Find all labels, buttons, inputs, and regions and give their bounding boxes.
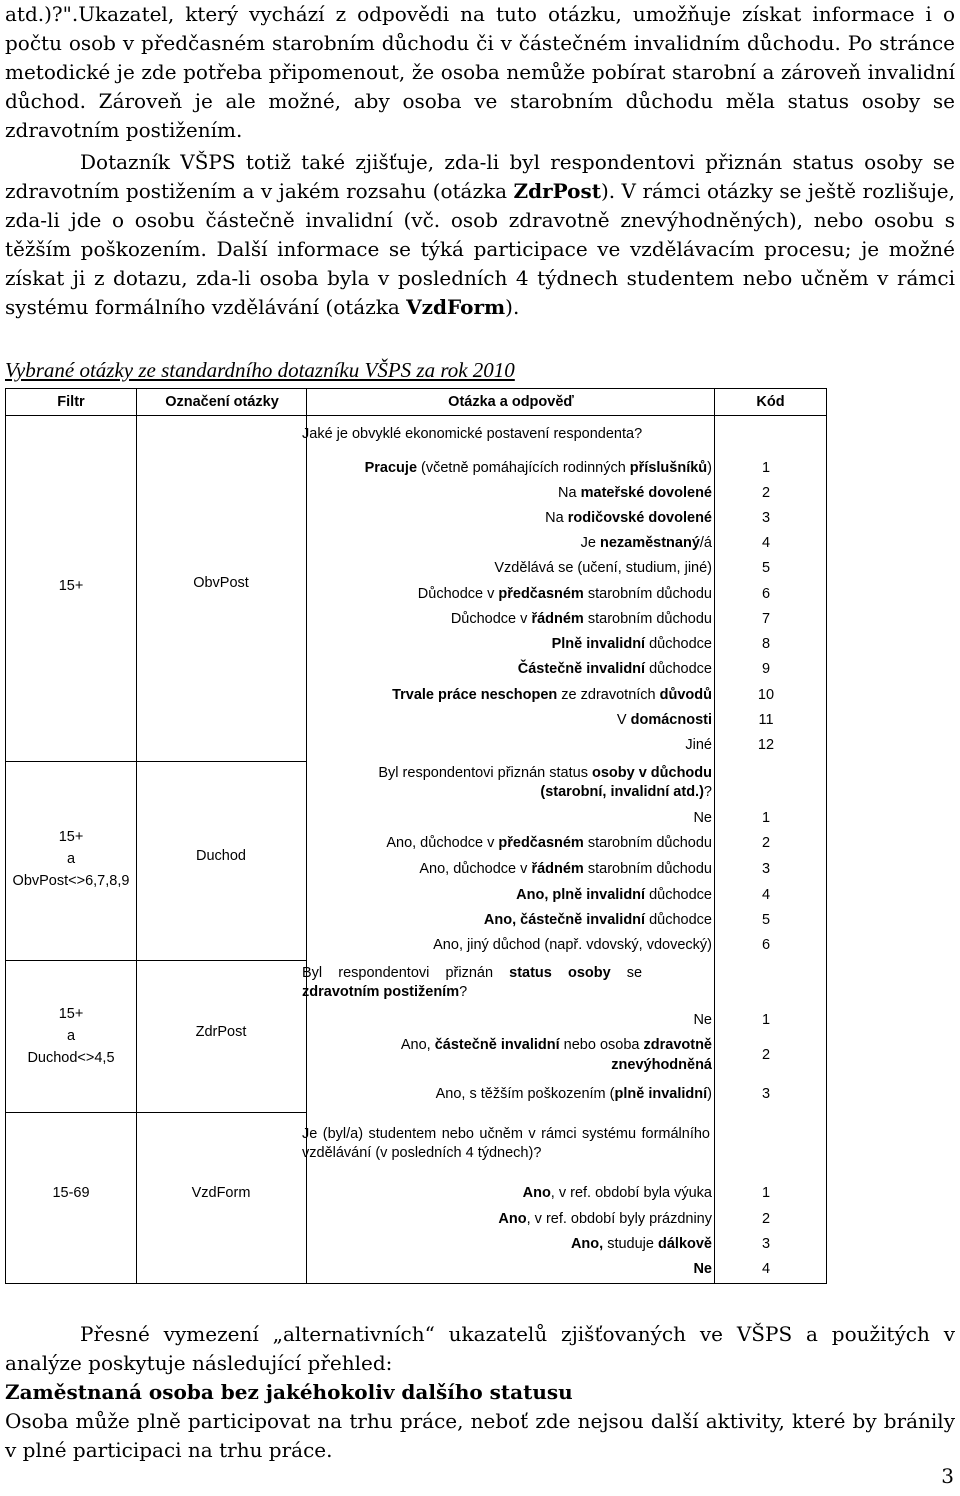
header-question-answer: Otázka a odpověď — [448, 394, 574, 410]
header-question-code: Označení otázky — [165, 394, 279, 410]
intro-text-2b: ). V rámci otázky se ještě rozlišuje, zda-li jde o osobu částečně invalidní (vč. osob zdravotně znevýhodněných), nebo osobu s těžším poškozením. Další informace se týká participace ve vzdělávacím procesu; je možné získat ji z dotazu, zda-li osoba byla v posledních 4 týdnech studentem nebo učněm v rámci systému formálního vzdělávání (otázka — [5, 179, 955, 319]
column-divider — [136, 389, 137, 1283]
intro-text-2a: Dotazník VŠPS totiž také zjišťuje, zda-li byl respondentovi přiznán status osoby se zdravotním postižením a v jakém rozsahu (otázka — [5, 150, 955, 203]
answer-code: 4 — [761, 887, 771, 903]
filter-cell — [6, 575, 136, 597]
filter-text: a — [66, 1028, 76, 1044]
answer-item: Na rodičovské dovolené — [545, 510, 712, 526]
answer-item: Ano, v ref. období byla výuka — [522, 1185, 712, 1201]
answer-item: Na mateřské dovolené — [558, 485, 712, 501]
question-text: Jaké je obvyklé ekonomické postavení respondenta? — [302, 426, 643, 442]
filter-cell — [6, 1182, 136, 1204]
answer-code: 12 — [757, 737, 775, 753]
answer-item: Ne — [693, 1012, 712, 1028]
intro-text-1: atd.)?".Ukazatel, který vychází z odpovědi na tuto otázku, umožňuje získat informace i o počtu osob v předčasném starobním důchodu či v částečném invalidním důchodu. Po stránce metodické je zde potřeba připomenout, že osoba nemůže pobírat starobní a zároveň invalidní důchod. Zároveň je ale možné, aby osoba ve starobním důchodu měla status osoby se zdravotním postižením. — [5, 2, 955, 142]
answer-item: Důchodce v řádném starobním důchodu — [450, 611, 712, 627]
answer-item: Částečně invalidní důchodce — [517, 661, 712, 677]
answer-code: 11 — [758, 712, 774, 728]
answer-code: 6 — [761, 586, 771, 602]
filter-text: Duchod<>4,5 — [27, 1050, 115, 1066]
filter-text: a — [66, 851, 76, 867]
question-text: Byl respondentovi přiznán status osoby v důchodu (starobní, invalidní atd.)? — [378, 765, 712, 800]
questions-table — [5, 388, 827, 1284]
answer-item: Jiné — [685, 737, 712, 753]
outro-paragraph-1 — [5, 1320, 955, 1378]
filter-text: 15+ — [58, 578, 84, 594]
answer-item: Trvale práce neschopen ze zdravotních důvodů — [392, 687, 712, 703]
outro-paragraph-2: Osoba může plně participovat na trhu práce, neboť zde nejsou další aktivity, které by bránily v plné participaci na trhu práce. — [5, 1409, 955, 1462]
question-text: Je (byl/a) studentem nebo učněm v rámci systému formálního vzdělávání (v posledních 4 týdnech)? — [302, 1126, 710, 1161]
answer-item: Ano, studuje dálkově — [570, 1236, 712, 1252]
section-divider — [6, 960, 306, 961]
answer-item: Plně invalidní důchodce — [551, 636, 712, 652]
answer-code: 4 — [761, 1261, 771, 1277]
answer-code: 5 — [761, 912, 771, 928]
answer-item: Ano, důchodce v řádném starobním důchodu — [419, 861, 712, 877]
filter-cell — [6, 826, 136, 892]
outro-text-1: Přesné vymezení „alternativních“ ukazatelů zjišťovaných ve VŠPS a použitých v analýze poskytuje následující přehled: — [5, 1322, 955, 1375]
answer-item: Ano, s těžším poškozením (plně invalidní) — [435, 1086, 712, 1102]
answer-item: Je nezaměstnaný/á — [580, 535, 712, 551]
question-text: Byl respondentovi přiznán status osoby se zdravotním postižením? — [302, 965, 643, 1000]
answer-code: 5 — [761, 560, 771, 576]
code-zdrpost: ZdrPost — [513, 179, 601, 203]
answer-code: 2 — [761, 485, 771, 501]
filter-text: 15+ — [58, 829, 84, 845]
answer-code: 3 — [761, 1086, 771, 1102]
answer-item: V domácnosti — [616, 712, 712, 728]
section-divider — [6, 761, 306, 762]
answer-item: Ne — [693, 1261, 712, 1277]
answer-item: Ano, jiný důchod (např. vdovský, vdovecký) — [433, 937, 712, 953]
intro-paragraph-2 — [5, 148, 955, 322]
answer-code: 4 — [761, 535, 771, 551]
answer-code: 2 — [761, 1211, 771, 1227]
answer-item: Ne — [693, 810, 712, 826]
answer-code: 1 — [761, 810, 771, 826]
answer-code: 1 — [761, 1012, 771, 1028]
code-vzdform: VzdForm — [406, 295, 506, 319]
answer-item: Důchodce v předčasném starobním důchodu — [417, 586, 712, 602]
answer-code: 10 — [757, 687, 775, 703]
header-code: Kód — [756, 394, 785, 410]
answer-code: 7 — [761, 611, 771, 627]
answer-item: Ano, důchodce v předčasném starobním důchodu — [386, 835, 712, 851]
section-divider — [6, 1112, 306, 1113]
table-caption: Vybrané otázky ze standardního dotazníku VŠPS za rok 2010 — [5, 358, 515, 382]
filter-cell — [6, 1003, 136, 1069]
intro-paragraph-1 — [5, 0, 955, 145]
header-filter: Filtr — [57, 394, 85, 410]
answer-code: 1 — [761, 460, 771, 476]
answer-item: Ano, v ref. období byly prázdniny — [498, 1211, 712, 1227]
answer-code: 9 — [761, 661, 771, 677]
answer-code: 6 — [761, 937, 771, 953]
answer-code: 3 — [761, 861, 771, 877]
question-code-cell: VzdForm — [191, 1185, 251, 1201]
answer-code: 3 — [761, 510, 771, 526]
column-divider — [714, 389, 715, 1283]
answer-code: 1 — [761, 1185, 771, 1201]
intro-text-2c: ). — [505, 295, 520, 319]
table-header — [6, 389, 826, 416]
filter-text: 15-69 — [52, 1185, 90, 1201]
filter-text: 15+ — [58, 1006, 84, 1022]
answer-item: Ano, plně invalidní důchodce — [516, 887, 712, 903]
page-number: 3 — [941, 1464, 954, 1488]
question-code-cell: Duchod — [196, 848, 246, 864]
answer-item: Ano, částečně invalidní důchodce — [483, 912, 712, 928]
filter-text: ObvPost<>6,7,8,9 — [12, 873, 130, 889]
outro-heading: Zaměstnaná osoba bez jakéhokoliv dalšího statusu — [5, 1380, 573, 1404]
answer-code: 8 — [761, 636, 771, 652]
answer-item: Vzdělává se (učení, studium, jiné) — [494, 560, 712, 576]
answer-code: 3 — [761, 1236, 771, 1252]
question-code-cell: ZdrPost — [195, 1024, 247, 1040]
answer-code: 2 — [761, 1047, 771, 1063]
answer-code: 2 — [761, 835, 771, 851]
question-code-cell: ObvPost — [193, 575, 249, 591]
answer-item: Ano, částečně invalidní nebo osoba zdravotně znevýhodněná — [400, 1037, 712, 1073]
answer-item: Pracuje (včetně pomáhajících rodinných příslušníků) — [364, 460, 712, 476]
